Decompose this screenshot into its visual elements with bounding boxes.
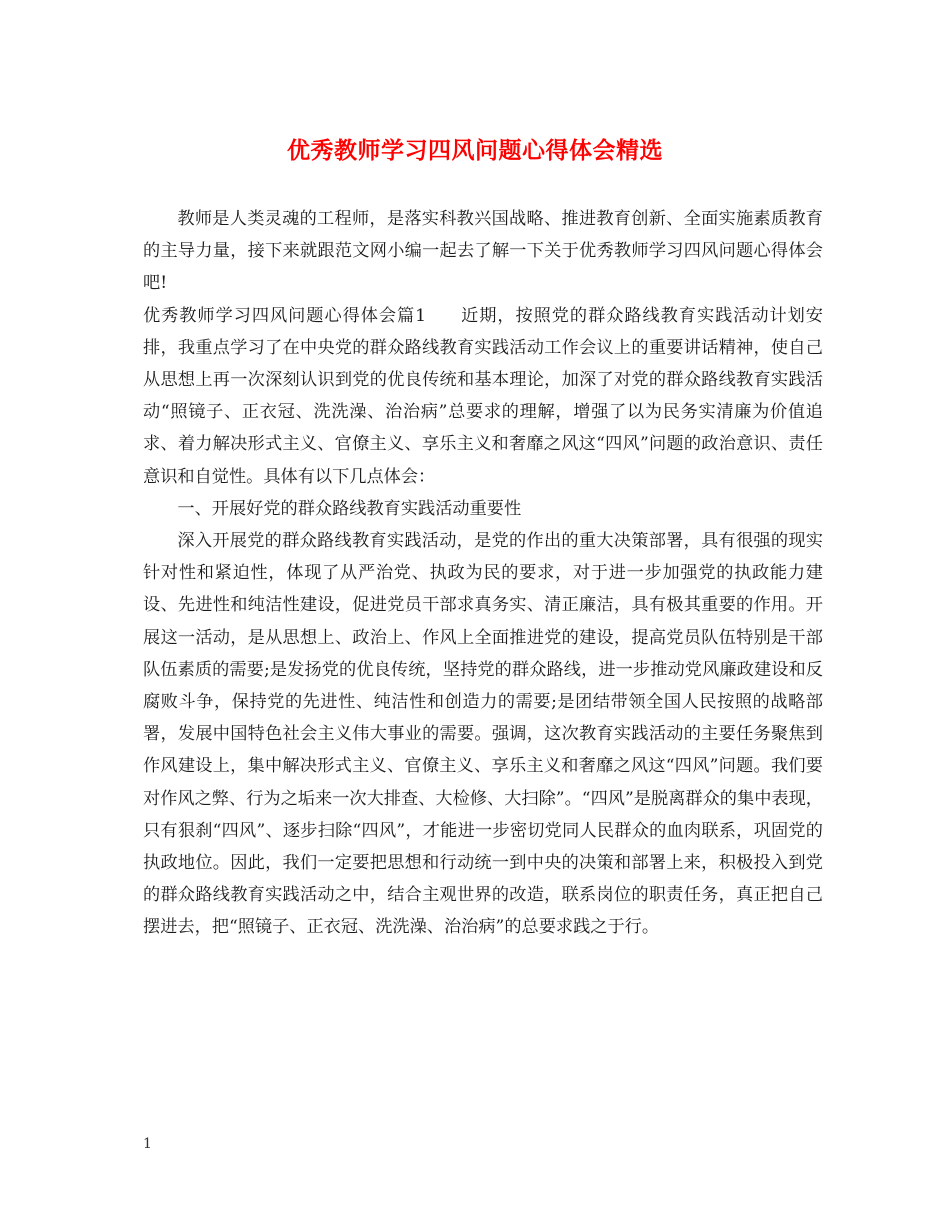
document-title: 优秀教师学习四风问题心得体会精选 [287,137,663,164]
body-paragraph: 深入开展党的群众路线教育实践活动，是党的作出的重大决策部署，具有很强的现实针对性和紧迫性，体现了从严治党、执政为民的要求，对于进一步加强党的执政能力建设、先进性和纯洁性建设，促进党员干部求真务实、清正廉洁，具有极其重要的作用。开展这一活动，是从思想上、政治上、作风上全面推进党的建设，提高党员队伍特别是干部队伍素质的需要;是发扬党的优良传统，坚持党的群众路线，进一步推动党风廉政建设和反腐败斗争，保持党的先进性、纯洁性和创造力的需要;是团结带领全国人民按照的战略部署，发展中国特色社会主义伟大事业的需要。强调，这次教育实践活动的主要任务聚焦到作风建设上，集中解决形式主义、官僚主义、享乐主义和奢靡之风这“四风”问题。我们要对作风之弊、行为之垢来一次大排查、大检修、大扫除”。“四风”是脱离群众的集中表现，只有狠刹“四风”、逐步扫除“四风”，才能进一步密切党同人民群众的血肉联系，巩固党的执政地位。因此，我们一定要把思想和行动统一到中央的决策和部署上来，积极投入到党的群众路线教育实践活动之中，结合主观世界的改造，联系岗位的职责任务，真正把自己摆进去，把“照镜子、正衣冠、洗洗澡、治治病”的总要求践之于行。 [143,531,823,938]
document-body [143,203,823,944]
section-label: 优秀教师学习四风问题心得体会篇1 [143,305,427,326]
section-text: 近期，按照党的群众路线教育实践活动计划安排，我重点学习了在中央党的群众路线教育实践活动工作会议上的重要讲话精神，使自己从思想上再一次深刻认识到党的优良传统和基本理论，加深了对党的群众路线教育实践活动“照镜子、正衣冠、洗洗澡、治治病”总要求的理解，增强了以为民务实清廉为价值追求、着力解决形式主义、官僚主义、享乐主义和奢靡之风这“四风”问题的政治意识、责任意识和自觉性。具体有以下几点体会： [143,305,823,487]
intro-paragraph: 教师是人类灵魂的工程师，是落实科教兴国战略、推进教育创新、全面实施素质教育的主导力量，接下来就跟范文网小编一起去了解一下关于优秀教师学习四风问题心得体会吧! [143,209,823,294]
section-heading: 一、开展好党的群众路线教育实践活动重要性 [177,498,522,519]
section-paragraph [143,300,823,493]
page-number: 1 [143,1136,152,1152]
